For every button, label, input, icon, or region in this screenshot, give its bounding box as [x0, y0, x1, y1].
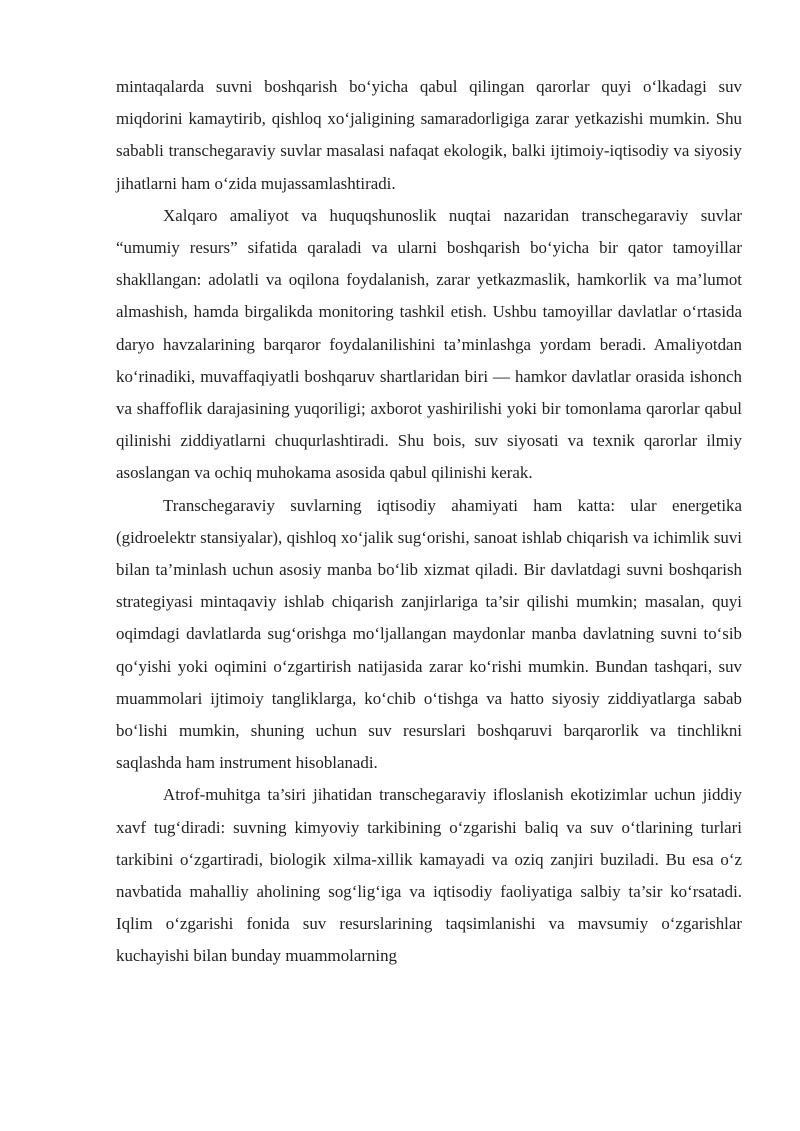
paragraph-continuation: mintaqalarda suvni boshqarish bo‘yicha qabul qilingan qarorlar quyi o‘lkadagi suv miqdorini kamaytirib, qishloq xo‘jaligining samaradorligiga zarar yetkazishi mumkin. Shu sababli transchegaraviy suvlar masalasi nafaqat ekologik, balki ijtimoiy-iqtisodiy va siyosiy jihatlarni ham o‘zida mujassamlashtiradi.: [116, 77, 742, 193]
paragraph-environmental-impact: Atrof-muhitga ta’siri jihatidan transchegaraviy ifloslanish ekotizimlar uchun jiddiy xavf tug‘diradi: suvning kimyoviy tarkibining o‘zgarishi baliq va suv o‘tlarining turlari tarkibini o‘zgartiradi, biologik xilma-xillik kamayadi va oziq zanjiri buziladi. Bu esa o‘z navbatida mahalliy aholining sog‘lig‘iga va iqtisodiy faoliyatiga salbiy ta’sir ko‘rsatadi. Iqlim o‘zgarishi fonida suv resurslarining taqsimlanishi va mavsumiy o‘zgarishlar kuchayishi bilan bunday muammolarning: [116, 785, 742, 966]
paragraph-international-practice: Xalqaro amaliyot va huquqshunoslik nuqtai nazaridan transchegaraviy suvlar “umumiy resurs” sifatida qaraladi va ularni boshqarish bo‘yicha bir qator tamoyillar shakllangan: adolatli va oqilona foydalanish, zarar yetkazmaslik, hamkorlik va ma’lumot almashish, hamda birgalikda monitoring tashkil etish. Ushbu tamoyillar davlatlar o‘rtasida daryo havzalarining barqaror foydalanilishini ta’minlashga yordam beradi. Amaliyotdan ko‘rinadiki, muvaffaqiyatli boshqaruv shartlaridan biri — hamkor davlatlar orasida ishonch va shaffoflik darajasining yuqoriligi; axborot yashirilishi yoki bir tomonlama qarorlar qabul qilinishi ziddiyatlarni chuqurlashtiradi. Shu bois, suv siyosati va texnik qarorlar ilmiy asoslangan va ochiq muhokama asosida qabul qilinishi kerak.: [116, 205, 742, 483]
document-page: [116, 71, 742, 973]
paragraph-economic-importance: Transchegaraviy suvlarning iqtisodiy ahamiyati ham katta: ular energetika (gidroelektr stansiyalar), qishloq xo‘jalik sug‘orishi, sanoat ishlab chiqarish va ichimlik suvi bilan ta’minlash uchun asosiy manba bo‘lib xizmat qiladi. Bir davlatdagi suvni boshqarish strategiyasi mintaqaviy ishlab chiqarish zanjirlariga ta’sir qilishi mumkin; masalan, quyi oqimdagi davlatlarda sug‘orishga mo‘ljallangan maydonlar manba davlatning suvni to‘sib qo‘yishi yoki oqimini o‘zgartirish natijasida zarar ko‘rishi mumkin. Bundan tashqari, suv muammolari ijtimoiy tangliklarga, ko‘chib o‘tishga va hatto siyosiy ziddiyatlarga sabab bo‘lishi mumkin, shuning uchun suv resurslari boshqaruvi barqarorlik va tinchlikni saqlashda ham instrument hisoblanadi.: [116, 495, 742, 773]
